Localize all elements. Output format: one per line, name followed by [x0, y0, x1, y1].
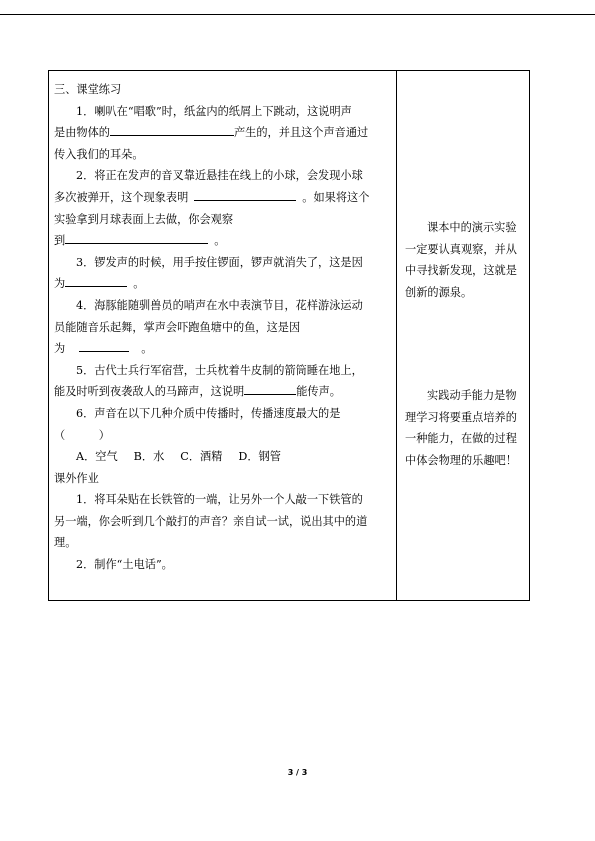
homework-title: 课外作业 — [54, 471, 99, 485]
section-title: 三、课堂练习 — [54, 83, 122, 96]
q5-line1: 5．古代士兵行军宿营，士兵枕着牛皮制的箭筒睡在地上， — [76, 363, 363, 377]
q2-blank-1[interactable] — [194, 187, 296, 201]
column-divider — [396, 71, 397, 600]
worksheet-table — [48, 70, 530, 601]
page-number: 3 / 3 — [287, 768, 308, 777]
q6-option-b[interactable]: B．水 — [133, 450, 165, 464]
q6-option-a[interactable]: A．空气 — [76, 450, 118, 464]
q6-option-d[interactable]: D．钢管 — [238, 450, 281, 464]
q1-line3: 传入我们的耳朵。 — [54, 147, 144, 161]
q3-line2: 为 。 — [54, 273, 390, 295]
q5-line2: 能及时听到夜袭敌人的马蹄声，这说明 能传声。 — [54, 381, 390, 403]
hw1-line1: 1．将耳朵贴在长铁管的一端，让另外一个人敲一下铁管的 — [76, 493, 363, 507]
side-note-1: 课本中的演示实验一定要认真观察，并从中寻找新发现，这就是创新的源泉。 — [405, 221, 517, 299]
q2-line2: 多次被弹开，这个现象表明 。如果将这个 — [54, 187, 390, 209]
q6-options — [54, 446, 390, 468]
q4-line1: 4．海豚能随驯兽员的哨声在水中表演节目，花样游泳运动 — [76, 298, 363, 312]
q2-blank-2[interactable] — [65, 230, 208, 244]
header-rule — [0, 14, 595, 15]
q2-line3: 实验拿到月球表面上去做，你会观察 — [54, 212, 234, 226]
q4-line3: 为 。 — [54, 338, 390, 360]
q1-line2: 是由物体的 产生的，并且这个声音通过 — [54, 122, 390, 144]
side-note-2: 实践动手能力是物理学习将要重点培养的一种能力，在做的过程中体会物理的乐趣吧！ — [405, 389, 517, 467]
q1-blank[interactable] — [110, 122, 234, 136]
hw1-line3: 理。 — [54, 536, 77, 550]
q4-line2: 员能随音乐起舞，掌声会吓跑鱼塘中的鱼，这是因 — [54, 320, 301, 334]
q5-blank[interactable] — [244, 381, 296, 395]
q6-line1: 6．声音在以下几种介质中传播时，传播速度最大的是 — [76, 406, 341, 420]
q1-line1: 1．喇叭在“唱歌”时，纸盆内的纸屑上下跳动，这说明声 — [76, 104, 352, 118]
q3-line1: 3．锣发声的时候，用手按住锣面，锣声就消失了，这是因 — [76, 255, 363, 269]
q6-line2: （ ） — [54, 428, 110, 442]
q4-blank[interactable] — [79, 338, 129, 352]
q6-option-c[interactable]: C．酒精 — [180, 450, 223, 464]
q2-line1: 2．将正在发声的音叉靠近悬挂在线上的小球，会发现小球 — [76, 169, 363, 183]
q3-blank[interactable] — [65, 273, 127, 287]
hw2-line: 2．制作“土电话”。 — [76, 558, 173, 572]
q2-line4: 到 。 — [54, 230, 390, 252]
exercise-column — [54, 79, 390, 576]
hw1-line2: 另一端，你会听到几个敲打的声音？亲自试一试，说出其中的道 — [54, 514, 368, 528]
